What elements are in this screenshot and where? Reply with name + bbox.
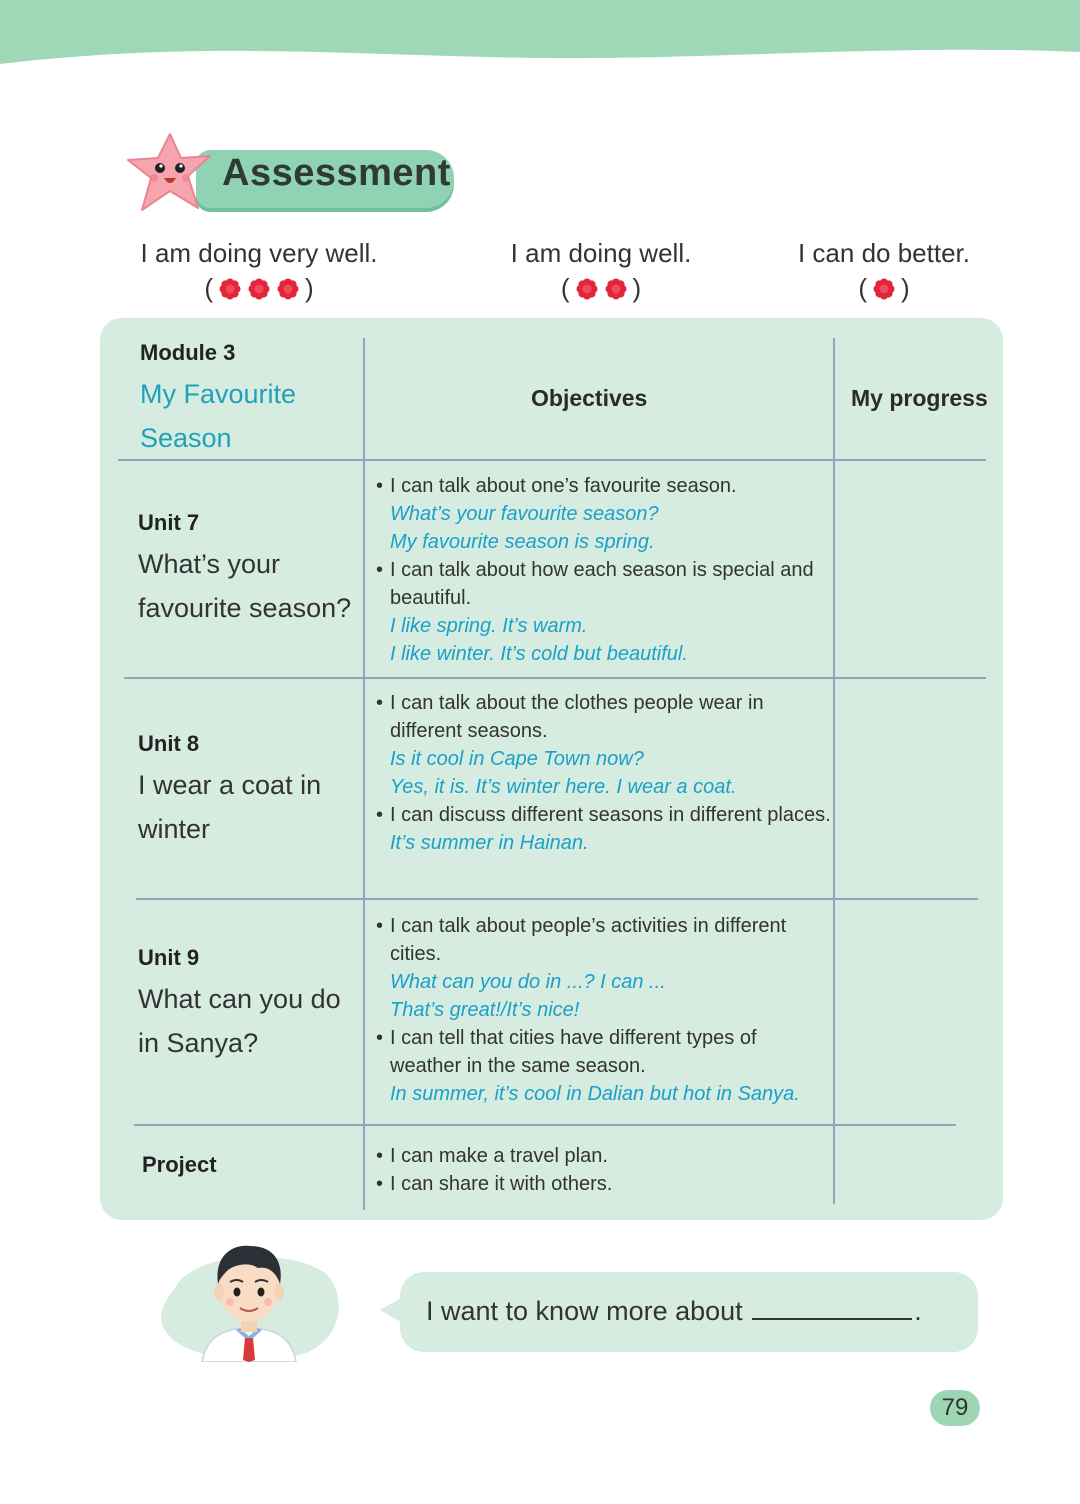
page-title: Assessment <box>222 152 451 194</box>
objectives-list <box>376 472 831 668</box>
unit-number: Unit 7 <box>138 510 200 535</box>
example-sentence: What’s your favourite season? <box>390 503 659 525</box>
boy-avatar-icon <box>184 1232 314 1362</box>
speech-text <box>426 1296 922 1327</box>
unit-cell <box>138 945 358 1065</box>
paren-open: ( <box>204 273 213 303</box>
objective-item: • I can make a travel plan. <box>376 1142 831 1170</box>
objectives-header: Objectives <box>531 385 648 411</box>
paren-close: ) <box>632 273 642 303</box>
paren-close: ) <box>901 273 910 303</box>
unit-cell <box>138 731 358 851</box>
legend-stars <box>122 273 396 304</box>
flower-rating-icon <box>218 277 242 301</box>
column-divider <box>363 338 365 1210</box>
objectives-list <box>376 1142 831 1198</box>
legend-very-well <box>122 238 396 304</box>
row-divider <box>134 1124 956 1126</box>
flower-rating-icon <box>872 277 896 301</box>
progress-header: My progress <box>851 385 988 411</box>
legend-stars <box>782 273 986 304</box>
module-number: Module 3 <box>140 340 236 365</box>
row-divider <box>136 898 978 900</box>
objectives-list <box>376 689 831 857</box>
speech-end: . <box>914 1296 922 1326</box>
top-decorative-band <box>0 0 1080 70</box>
objective-item: • I can share it with others. <box>376 1170 831 1198</box>
flower-rating-icon <box>247 277 271 301</box>
speech-prompt: I want to know more about <box>426 1296 743 1326</box>
paren-open: ( <box>560 273 570 303</box>
objective-item: • I can talk about the clothes people wear in different seasons. <box>376 689 831 745</box>
unit-title: What can you do in Sanya? <box>138 984 341 1058</box>
objective-item: • I can talk about how each season is special and beautiful. <box>376 556 831 612</box>
legend-better <box>782 238 986 304</box>
page-number: 79 <box>930 1390 980 1426</box>
paren-open: ( <box>858 273 867 303</box>
module-title: My Favourite Season <box>140 379 297 453</box>
example-sentence: What can you do in ...? I can ... <box>390 971 666 993</box>
example-sentence: I like spring. It’s warm. <box>390 615 588 637</box>
legend-label: I am doing well. <box>510 238 692 268</box>
column-divider <box>833 338 835 1204</box>
flower-rating-icon <box>276 277 300 301</box>
legend-well <box>490 238 712 304</box>
project-label: Project <box>142 1152 217 1177</box>
flower-rating-icon <box>604 277 628 301</box>
legend-label: I am doing very well. <box>140 238 378 268</box>
objective-item: • I can discuss different seasons in different places. <box>376 801 831 829</box>
legend-stars <box>490 273 712 304</box>
project-cell <box>142 1152 217 1178</box>
answer-blank[interactable] <box>752 1296 912 1320</box>
unit-title: What’s your favourite season? <box>138 549 352 623</box>
row-divider <box>124 677 986 679</box>
unit-title: I wear a coat in winter <box>138 770 322 844</box>
legend-label: I can do better. <box>797 238 970 268</box>
unit-cell <box>138 510 358 630</box>
example-sentence: Is it cool in Cape Town now? <box>390 748 644 770</box>
objectives-list <box>376 912 831 1108</box>
module-header <box>140 340 340 460</box>
objective-item: • I can tell that cities have different types of weather in the same season. <box>376 1024 831 1080</box>
paren-close: ) <box>305 273 314 303</box>
objective-item: • I can talk about one’s favourite season. <box>376 472 831 500</box>
example-sentence: That’s great!/It’s nice! <box>390 999 580 1021</box>
flower-rating-icon <box>575 277 599 301</box>
example-sentence: Yes, it is. It’s winter here. I wear a coat. <box>390 776 737 798</box>
example-sentence: I like winter. It’s cold but beautiful. <box>390 643 688 665</box>
starfish-mascot-icon <box>124 128 216 218</box>
unit-number: Unit 9 <box>138 945 200 970</box>
unit-number: Unit 8 <box>138 731 200 756</box>
objective-item: • I can talk about people’s activities in different cities. <box>376 912 831 968</box>
example-sentence: It’s summer in Hainan. <box>390 832 589 854</box>
example-sentence: My favourite season is spring. <box>390 531 655 553</box>
example-sentence: In summer, it’s cool in Dalian but hot in Sanya. <box>390 1083 800 1105</box>
